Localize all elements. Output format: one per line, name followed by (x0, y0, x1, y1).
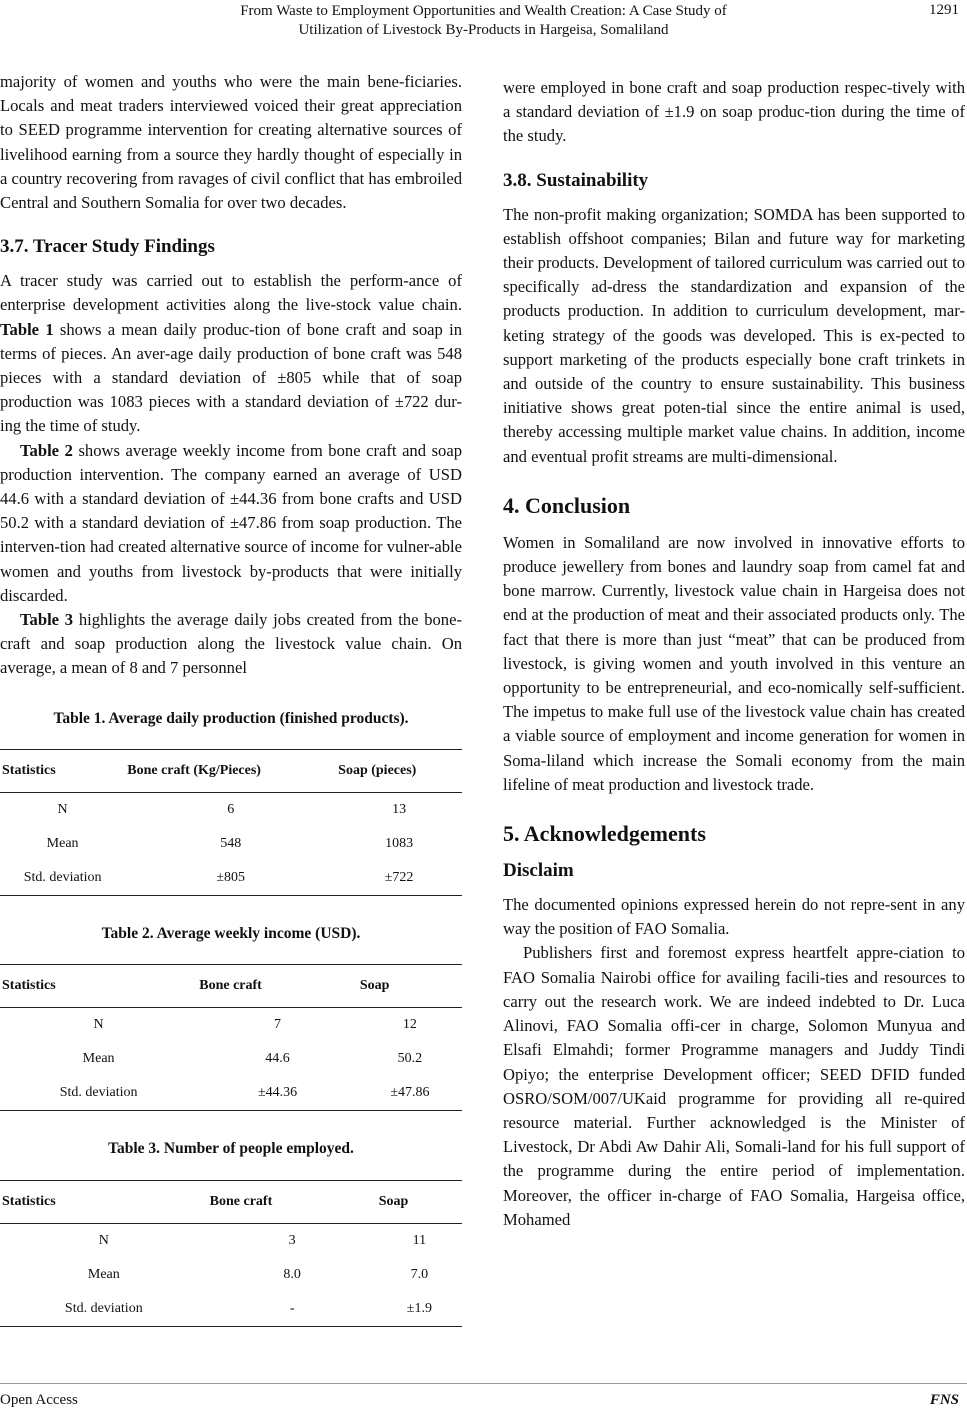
table-cell: Mean (46, 836, 79, 852)
section-heading-5: 5. Acknowledgements (503, 821, 706, 847)
table-cell: ±722 (336, 861, 462, 896)
table-row (0, 1223, 462, 1258)
text-span: shows average weekly income from bone craft and soap production intervention. The company earned an average of USD 44.6 with a standard deviation of ±44.36 from bone crafts and USD 50.2 with a standard deviation of ±47.86 from soap production. The interven-tion had created alternative source of income for vulner-able women and youths from livestock by-products that were initially discarded. (0, 440, 462, 605)
table-row (0, 827, 462, 861)
data-table (0, 749, 462, 896)
table-ref: Table 1 (0, 319, 54, 339)
section-heading-3-7: 3.7. Tracer Study Findings (0, 236, 215, 258)
section-heading-3-8: 3.8. Sustainability (503, 169, 649, 191)
conclusion-paragraph: Women in Somaliland are now involved in innovative efforts to produce jewellery from bones and laundry soap from camel fat and bone marrow. Currently, livestock value chain in Hargeisa does not end at the production of meat and their associated products only. The fact that there is more than just “meat” that can be produced from livestock, is giving women and youth involved in this venture an opportunity to be entrepreneurial, and eco-nomically self-sufficient. The impetus to make full use of the livestock value chain has created a viable source of employment and income generation for women in Soma-liland which increase the Somali economy from the main lifeline of meat production and livestock trade. (503, 532, 965, 794)
table-cell: Mean (82, 1051, 115, 1067)
table-cell: N (57, 802, 68, 818)
data-table (0, 964, 462, 1111)
page-footer (0, 1383, 967, 1414)
left-column (0, 70, 462, 1327)
column-header: Statistics (0, 965, 197, 1008)
data-table (0, 1180, 462, 1327)
text-span: shows a mean daily produc-tion of bone craft and soap in terms of pieces. An aver-age daily production of bone craft was 548 pieces with a standard deviation of ±805 while that of soap production was 1083 pieces with a standard deviation of ±722 dur-ing the time of study. (0, 319, 462, 436)
table-header-row (0, 749, 462, 792)
table-3 (0, 1137, 462, 1326)
table-cell: - (208, 1292, 377, 1327)
tracer-paragraph-2 (0, 439, 462, 608)
table-header-row (0, 1180, 462, 1223)
table-ref: Table 3 (20, 610, 74, 630)
table-cell: ±44.36 (197, 1076, 358, 1111)
table-cell: ±1.9 (377, 1292, 462, 1327)
intro-paragraph: majority of women and youths who were the main bene-ficiaries. Locals and meat traders interviewed voiced their great appreciation to SEED programme intervention for creating alternative sources of livelihood earning from a source they hardly thought of especially in a country recovering from ravages of civil conflict that has embroiled Central and Southern Somalia for over two decades. (0, 72, 462, 213)
running-title-line2: Utilization of Livestock By-Products in Hargeisa, Somaliland (298, 22, 669, 38)
table-row (0, 1076, 462, 1111)
table-cell: 8.0 (283, 1266, 301, 1282)
table-header-row (0, 965, 462, 1008)
table-cell: 548 (220, 836, 242, 852)
table-cell: Std. deviation (0, 1076, 197, 1111)
table-cell: 12 (402, 1017, 417, 1033)
table-cell: 44.6 (265, 1051, 290, 1067)
section-heading-4: 4. Conclusion (503, 492, 631, 518)
column-header: Soap (358, 965, 462, 1008)
table-cell: 7.0 (410, 1266, 429, 1282)
table-cell: 50.2 (397, 1051, 423, 1067)
open-access-label: Open Access (0, 1392, 78, 1408)
table-cell: Std. deviation (0, 861, 125, 896)
table-cell: 13 (392, 802, 407, 818)
table-row (0, 1292, 462, 1327)
table-cell: Mean (87, 1266, 120, 1282)
table-cell: ±47.86 (358, 1076, 462, 1111)
continued-paragraph: were employed in bone craft and soap production respec-tively with a standard deviation of ±1.9 on soap produc-tion during the time of the study. (503, 78, 965, 146)
table-row (0, 1258, 462, 1292)
text-span: highlights the average daily jobs created from the bone-craft and soap production along the livestock value chain. On average, a mean of 8 and 7 personnel (0, 610, 462, 678)
table-cell: N (93, 1017, 104, 1033)
column-header: Soap (pieces) (336, 749, 462, 792)
sustainability-paragraph: The non-profit making organization; SOMDA has been supported to establish offshoot companies; Bilan and future way for marketing their products. Development of tailored curriculum was carried out to specifically ad-dress the standardization and expansion of the products production. In addition to curriculum development, mar-keting strategy of the goods was developed. This is ex-pected to support marketing of the products especially bone craft trinkets in and outside of the country to ensure sustainability. This business initiative shows great poten-tial since the entire animal is used, thereby accessing multiple market value chains. In addition, income and eventual profit streams are multi-dimensional. (503, 204, 965, 466)
journal-abbreviation: FNS (929, 1392, 959, 1408)
table-cell: 1083 (385, 836, 414, 852)
column-header: Soap (377, 1180, 462, 1223)
table-cell: 6 (227, 802, 235, 818)
table-row (0, 1008, 462, 1043)
table-caption: Table 2. Average weekly income (USD). (101, 925, 361, 943)
table-ref: Table 2 (20, 440, 73, 460)
column-header: Statistics (0, 1180, 208, 1223)
table-caption: Table 1. Average daily production (finished products). (53, 709, 409, 727)
running-title (0, 2, 967, 40)
acknowledgement-paragraph: Publishers first and foremost express heartfelt appre-ciation to FAO Somalia Nairobi office for availing facili-ties and resources to carry out the research work. We are indeed indebted to Dr. Luca Alinovi, FAO Somalia offi-cer in charge, Solomon Munyua and Elsafi Elmahdi; former Programme managers and Juddy Tindi Opiyo; the enterprise Development officer; SEED DFID funded OSRO/SOM/007/UKaid programme for providing all re-quired resource material. Further acknowledged is the Minister of Livestock, Dr Abdi Aw Dahir Ali, Somali-land for his full support of the programme during the entire period of implementation. Moreover, the officer in-charge of FAO Somalia, Hargeisa office, Mohamed (503, 943, 965, 1229)
table-cell: 11 (412, 1232, 427, 1248)
table-2 (0, 922, 462, 1111)
column-header: Statistics (0, 749, 125, 792)
text-span: A tracer study was carried out to establish the perform-ance of enterprise development activities along the live-stock value chain. (0, 271, 462, 315)
subsection-heading-disclaim: Disclaim (503, 860, 574, 882)
table-cell: 7 (274, 1017, 282, 1033)
running-header (0, 0, 967, 40)
tracer-paragraph-1 (0, 269, 462, 438)
table-row (0, 1042, 462, 1076)
disclaim-paragraph: The documented opinions expressed herein do not repre-sent in any way the position of FAO Somalia. (503, 895, 965, 939)
column-header: Bone craft (Kg/Pieces) (125, 749, 336, 792)
table-cell: ±805 (125, 861, 336, 896)
page-number: 1291 (929, 2, 959, 18)
running-title-line1: From Waste to Employment Opportunities and Wealth Creation: A Case Study of (240, 3, 727, 19)
table-cell: 3 (288, 1232, 296, 1248)
column-header: Bone craft (208, 1180, 377, 1223)
right-column (503, 76, 965, 1232)
table-cell: Std. deviation (0, 1292, 208, 1327)
table-cell: N (98, 1232, 109, 1248)
tracer-paragraph-3 (0, 608, 462, 681)
table-row (0, 793, 462, 828)
table-row (0, 861, 462, 896)
column-header: Bone craft (197, 965, 358, 1008)
table-1 (0, 707, 462, 896)
table-caption: Table 3. Number of people employed. (108, 1140, 354, 1158)
